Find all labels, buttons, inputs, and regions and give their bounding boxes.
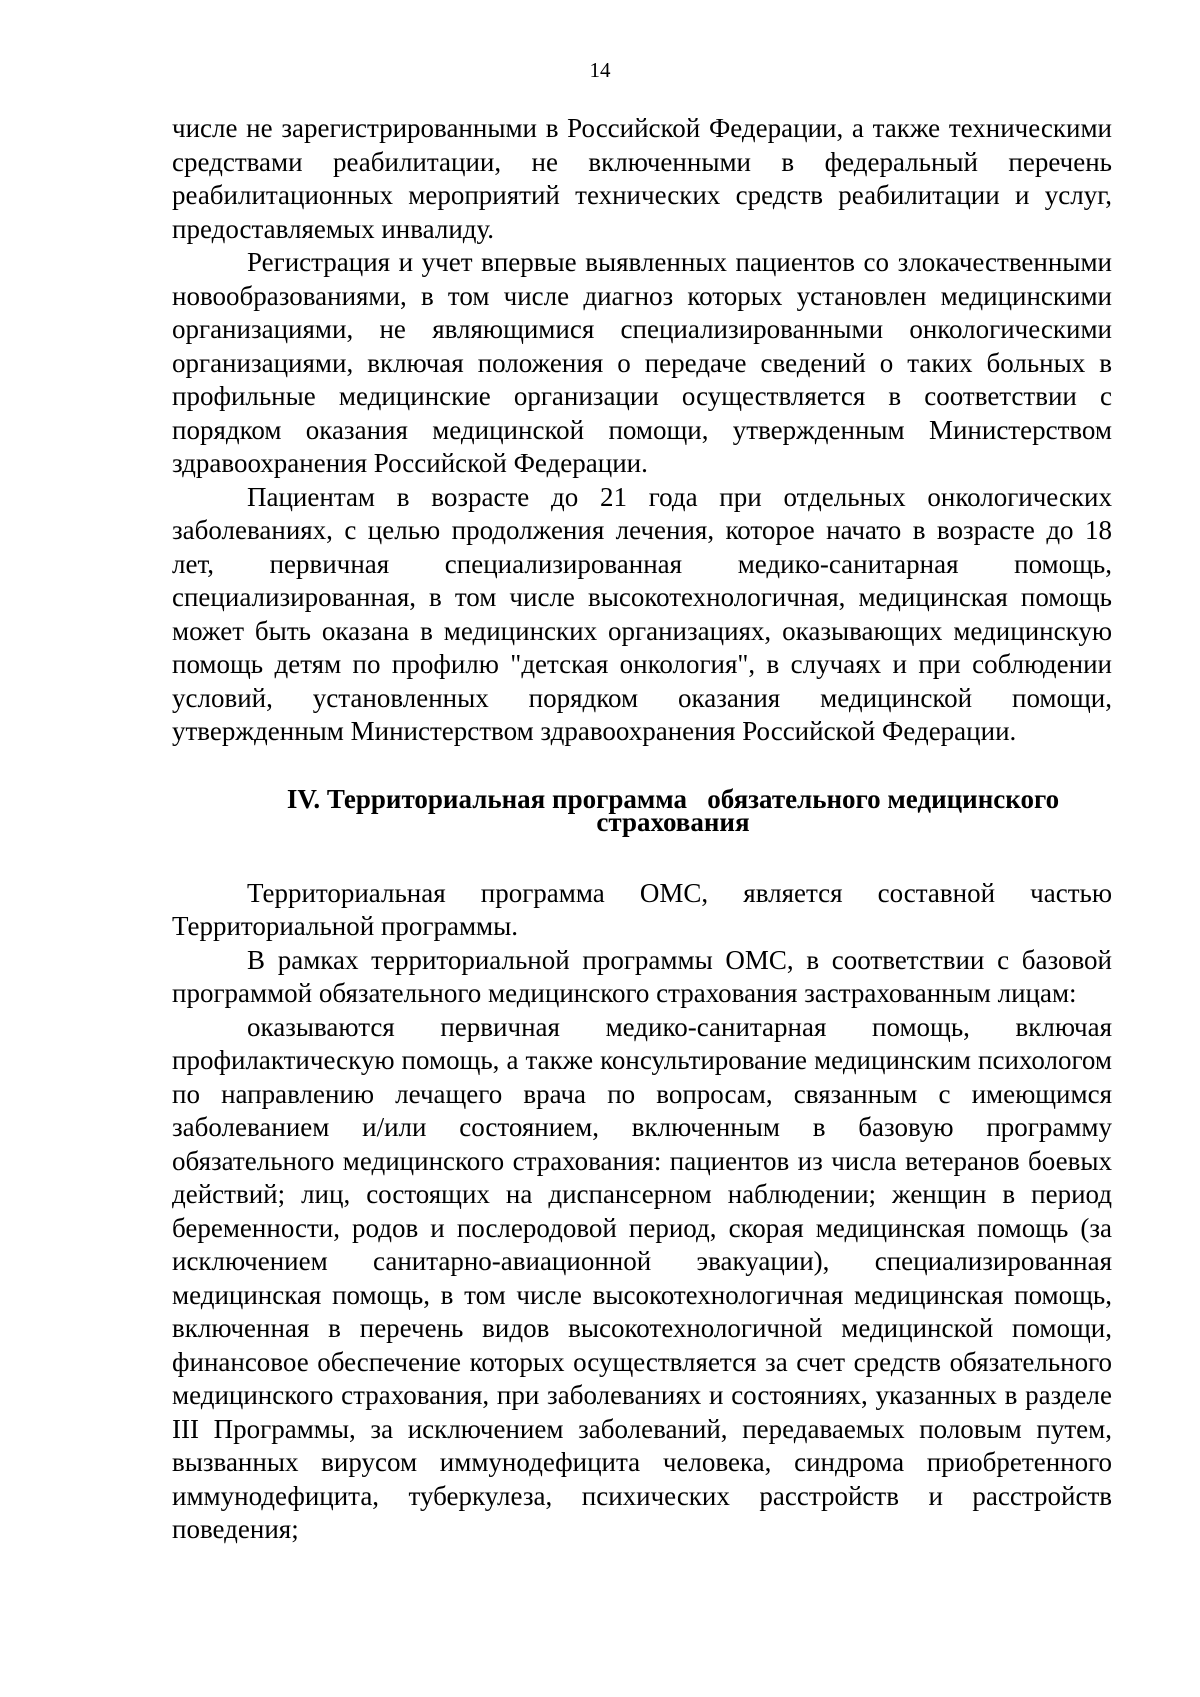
- paragraph-oms-program-part: Территориальная программа ОМС, является составной частью Территориальной программы.: [172, 877, 1112, 941]
- paragraph-provided-care: оказываются первичная медико-санитарная помощь, включая профилактическую помощь, а также консультирование медицинским психологом по направлению лечащего врача по вопросам, связанным с имеющимся заболеванием и/или состоянием, включенным в базовую программу обязательного медицинского страхования: пациентов из числа ветеранов боевых действий; лиц, состоящих на диспансерном наблюдении; женщин в период беременности, родов и послеродовой период, скорая медицинская помощь (за исключением санитарно-авиационной эвакуации), специализированная медицинская помощь, в том числе высокотехнологичная медицинская помощь, включенная в перечень видов высокотехнологичной медицинской помощи, финансовое обеспечение которых осуществляется за счет средств обязательного медицинского страхования, при заболеваниях и состояниях, указанных в разделе III Программы, за исключением заболеваний, передаваемых половым путем, вызванных вирусом иммунодефицита человека, синдрома приобретенного иммунодефицита, туберкулеза, психических расстройств и расстройств поведения;: [172, 1011, 1112, 1544]
- page-number: 14: [589, 58, 611, 82]
- paragraph-cancer-registration: Регистрация и учет впервые выявленных пациентов со злокачественными новообразованиями, в том числе диагноз которых установлен медицинскими организациями, не являющимися специализированными онкологическими организациями, включая положения о передаче сведений о таких больных в профильные медицинские организации осуществляется в соответствии с порядком оказания медицинской помощи, утвержденным Министерством здравоохранения Российской Федерации.: [172, 247, 1112, 478]
- document-body: [172, 112, 1112, 1547]
- section-heading-line-1: IV. Территориальная программа обязательного медицинского: [286, 783, 1060, 814]
- paragraph-oms-framework: В рамках территориальной программы ОМС, в соответствии с базовой программой обязательного медицинского страхования застрахованным лицам:: [172, 944, 1112, 1008]
- section-heading-line-2: страхования: [596, 806, 750, 837]
- paragraph-patients-under-21: Пациентам в возрасте до 21 года при отдельных онкологических заболеваниях, с целью продолжения лечения, которое начато в возрасте до 18 лет, первичная специализированная медико-санитарная помощь, специализированная, в том числе высокотехнологичная, медицинская помощь может быть оказана в медицинских организациях, оказывающих медицинскую помощь детям по профилю "детская онкология", в случаях и при соблюдении условий, установленных порядком оказания медицинской помощи, утвержденным Министерством здравоохранения Российской Федерации.: [172, 481, 1112, 746]
- paragraph-continuation: числе не зарегистрированными в Российской Федерации, а также техническими средствами реабилитации, не включенными в федеральный перечень реабилитационных мероприятий технических средств реабилитации и услуг, предоставляемых инвалиду.: [172, 113, 1112, 244]
- section-heading-iv: [172, 783, 1112, 837]
